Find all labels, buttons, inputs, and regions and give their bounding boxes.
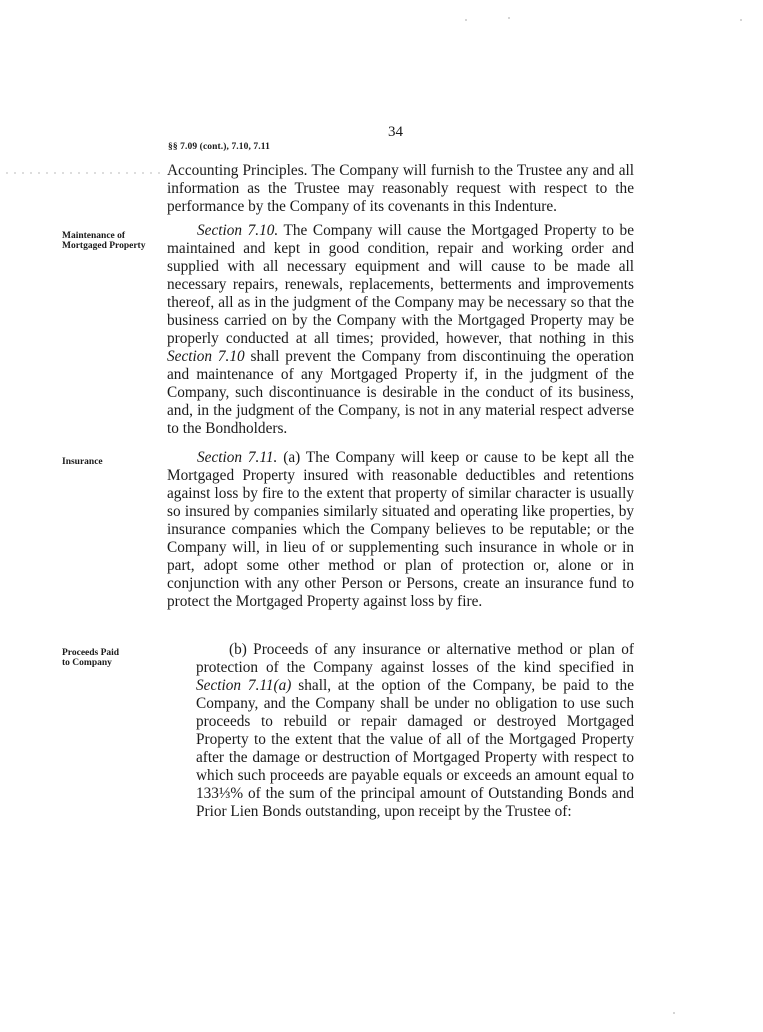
marginal-note-proceeds: Proceeds Paid to Company bbox=[62, 648, 120, 668]
section-7-11-b-paragraph bbox=[196, 641, 634, 821]
section-7-11-b-text-a: (b) Proceeds of any insurance or alternative method or plan of protection of the Company against losses of the kind specified in bbox=[196, 641, 634, 676]
section-7-11-b-inline-ref: Section 7.11(a) bbox=[196, 677, 292, 694]
section-reference-header: §§ 7.09 (cont.), 7.10, 7.11 bbox=[168, 142, 270, 152]
scan-speck bbox=[740, 19, 742, 21]
section-7-10-text-a: The Company will cause the Mortgaged Property to be maintained and kept in good condition, repair and working order and supplied with all necessary equipment and will cause to be made all necessary repairs, renewals, replacements, betterments and improvements thereof, all as in the judgment of the Company may be necessary so that the business carried on by the Company with the Mortgaged Property may be properly conducted at all times; provided, however, that nothing in this bbox=[167, 222, 634, 347]
scan-speck bbox=[508, 17, 510, 19]
section-7-10-inline-ref: Section 7.10 bbox=[167, 348, 245, 365]
section-7-11-b-text-b: shall, at the option of the Company, be paid to the Company, and the Company shall be under no obligation to use such proceeds to rebuild or repair damaged or destroyed Mortgaged Property to the extent that the value of all of the Mortgaged Property after the damage or destruction of Mortgaged Property with respect to which such proceeds are payable equals or exceeds an amount equal to 133⅓% of the sum of the principal amount of Outstanding Bonds and Prior Lien Bonds outstanding, upon receipt by the Trustee of: bbox=[196, 677, 634, 820]
scan-speck bbox=[465, 19, 467, 21]
scan-artifact-dots bbox=[3, 171, 163, 175]
section-7-10-heading: Section 7.10. bbox=[197, 222, 279, 239]
marginal-note-insurance: Insurance bbox=[62, 457, 103, 467]
page-number: 34 bbox=[388, 124, 403, 140]
continuation-paragraph bbox=[167, 162, 634, 216]
continuation-text: Accounting Principles. The Company will furnish to the Trustee any and all information as the Trustee may reasonably request with respect to the performance by the Company of its covenants in this Indenture. bbox=[167, 162, 634, 215]
section-7-11-heading: Section 7.11. bbox=[197, 449, 278, 466]
section-7-11-a-paragraph bbox=[167, 449, 634, 611]
section-7-10-paragraph bbox=[167, 222, 634, 438]
section-7-11-a-text: (a) The Company will keep or cause to be kept all the Mortgaged Property insured with reasonable deductibles and retentions against loss by fire to the extent that property of similar character is usually so insured by companies similarly situated and operating like properties, by insurance companies which the Company believes to be reputable; or the Company will, in lieu of or supplementing such insurance in whole or in part, adopt some other method or plan of protection or, alone or in conjunction with any other Person or Persons, create an insurance fund to protect the Mortgaged Property against loss by fire. bbox=[167, 449, 634, 610]
marginal-note-maintenance: Maintenance of Mortgaged Property bbox=[62, 231, 146, 251]
scan-speck bbox=[673, 1012, 675, 1014]
section-7-10-text-b: shall prevent the Company from discontinuing the operation and maintenance of any Mortgaged Property if, in the judgment of the Company, such discontinuance is desirable in the conduct of its business, and, in the judgment of the Company, is not in any material respect adverse to the Bondholders. bbox=[167, 348, 635, 437]
